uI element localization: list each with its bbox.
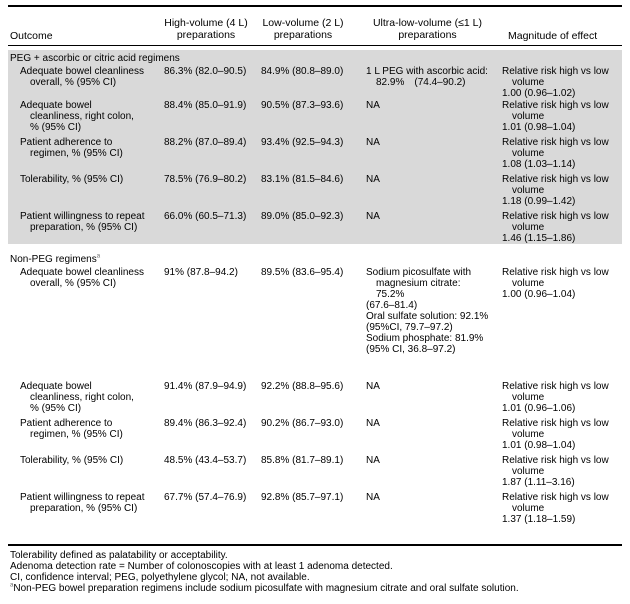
high-volume-cell: 67.7% (57.4–76.9) (164, 492, 247, 503)
footnote: CI, confidence interval; PEG, polyethylene glycol; NA, not available. (10, 572, 310, 583)
outcome-cell: Patient willingness to repeat preparation, % (95% CI) (20, 492, 145, 514)
table-footnotes (10, 550, 625, 594)
ultra-low-volume-cell: 1 L PEG with ascorbic acid: 82.9% (74.4–90.2) (366, 66, 488, 88)
effect-cell: Relative risk high vs low volume 1.00 (0.96–1.02) (502, 66, 609, 99)
effect-cell: Relative risk high vs low volume 1.01 (0.96–1.06) (502, 381, 609, 414)
low-volume-cell: 84.9% (80.8–89.0) (261, 66, 344, 77)
ultra-low-volume-cell: NA (366, 492, 380, 503)
high-volume-cell: 78.5% (76.9–80.2) (164, 174, 247, 185)
effect-cell: Relative risk high vs low volume 1.01 (0.98–1.04) (502, 100, 609, 133)
ultra-low-volume-cell: NA (366, 381, 380, 392)
ultra-low-volume-cell: Sodium picosulfate with magnesium citrate:75.2% (67.6–81.4) Oral sulfate solution: 92.1% (95%CI, 79.7–97.2) Sodium phosphate: 81.9% (95% CI, 36.8–97.2) (366, 267, 489, 355)
effect-cell: Relative risk high vs low volume 1.46 (1.15–1.86) (502, 211, 609, 244)
ultra-low-volume-cell: NA (366, 137, 380, 148)
effect-cell: Relative risk high vs low volume 1.08 (1.03–1.14) (502, 137, 609, 170)
header-low-volume: Low-volume (2 L) preparations (262, 17, 344, 41)
low-volume-cell: 93.4% (92.5–94.3) (261, 137, 344, 148)
effect-cell: Relative risk high vs low volume 1.37 (1.18–1.59) (502, 492, 609, 525)
outcome-cell: Tolerability, % (95% CI) (20, 455, 124, 466)
high-volume-cell: 89.4% (86.3–92.4) (164, 418, 247, 429)
header-outcome: Outcome (10, 30, 53, 42)
footnote-marker: a (10, 582, 14, 589)
low-volume-cell: 92.2% (88.8–95.6) (261, 381, 344, 392)
high-volume-cell: 66.0% (60.5–71.3) (164, 211, 247, 222)
section-title-nonpeg: Non-PEG regimens$^a$ (10, 253, 101, 265)
effect-cell: Relative risk high vs low volume 1.00 (0.96–1.04) (502, 267, 609, 300)
effect-cell: Relative risk high vs low volume 1.87 (1.11–3.16) (502, 455, 609, 488)
low-volume-cell: 85.8% (81.7–89.1) (261, 455, 344, 466)
low-volume-cell: 89.5% (83.6–95.4) (261, 267, 344, 278)
high-volume-cell: 88.2% (87.0–89.4) (164, 137, 247, 148)
high-volume-cell: 91.4% (87.9–94.9) (164, 381, 247, 392)
section-title-peg: PEG + ascorbic or citric acid regimens (10, 53, 180, 64)
high-volume-cell: 91% (87.8–94.2) (164, 267, 238, 278)
low-volume-cell: 89.0% (85.0–92.3) (261, 211, 344, 222)
outcome-cell: Patient willingness to repeat preparation, % (95% CI) (20, 211, 145, 233)
ultra-low-volume-cell: NA (366, 174, 380, 185)
high-volume-cell: 88.4% (85.0–91.9) (164, 100, 247, 111)
outcome-cell: Adequate bowel cleanliness, right colon,% (95% CI) (20, 100, 134, 133)
table-top-rule (8, 5, 622, 7)
high-volume-cell: 48.5% (43.4–53.7) (164, 455, 247, 466)
outcome-cell: Adequate bowel cleanliness overall, % (95% CI) (20, 267, 144, 289)
low-volume-cell: 83.1% (81.5–84.6) (261, 174, 344, 185)
effect-cell: Relative risk high vs low volume 1.18 (0.99–1.42) (502, 174, 609, 207)
ultra-low-volume-cell: NA (366, 418, 380, 429)
outcome-cell: Patient adherence to regimen, % (95% CI) (20, 418, 123, 440)
low-volume-cell: 90.5% (87.3–93.6) (261, 100, 344, 111)
low-volume-cell: 92.8% (85.7–97.1) (261, 492, 344, 503)
footnote: Adenoma detection rate = Number of colonoscopies with at least 1 adenoma detected. (10, 561, 393, 572)
header-magnitude-of-effect: Magnitude of effect (508, 30, 598, 42)
footnote-marker: a (96, 253, 101, 260)
outcome-cell: Tolerability, % (95% CI) (20, 174, 124, 185)
table-bottom-rule (8, 544, 622, 546)
footnote: $^a$Non-PEG bowel preparation regimens include sodium picosulfate with magnesium citrate and oral sulfate solution. (10, 582, 519, 594)
ultra-low-volume-cell: NA (366, 211, 380, 222)
low-volume-cell: 90.2% (86.7–93.0) (261, 418, 344, 429)
outcome-cell: Adequate bowel cleanliness overall, % (95% CI) (20, 66, 144, 88)
outcome-cell: Adequate bowel cleanliness, right colon,% (95% CI) (20, 381, 134, 414)
outcome-cell: Patient adherence to regimen, % (95% CI) (20, 137, 123, 159)
ultra-low-volume-cell: NA (366, 455, 380, 466)
high-volume-cell: 86.3% (82.0–90.5) (164, 66, 247, 77)
ultra-low-volume-cell: NA (366, 100, 380, 111)
header-ultra-low-volume: Ultra-low-volume (≤1 L) preparations (372, 17, 483, 41)
header-high-volume: High-volume (4 L) preparations (164, 17, 248, 41)
footnote: Tolerability defined as palatability or acceptability. (10, 550, 228, 561)
header-rule (8, 45, 622, 46)
effect-cell: Relative risk high vs low volume 1.01 (0.98–1.04) (502, 418, 609, 451)
